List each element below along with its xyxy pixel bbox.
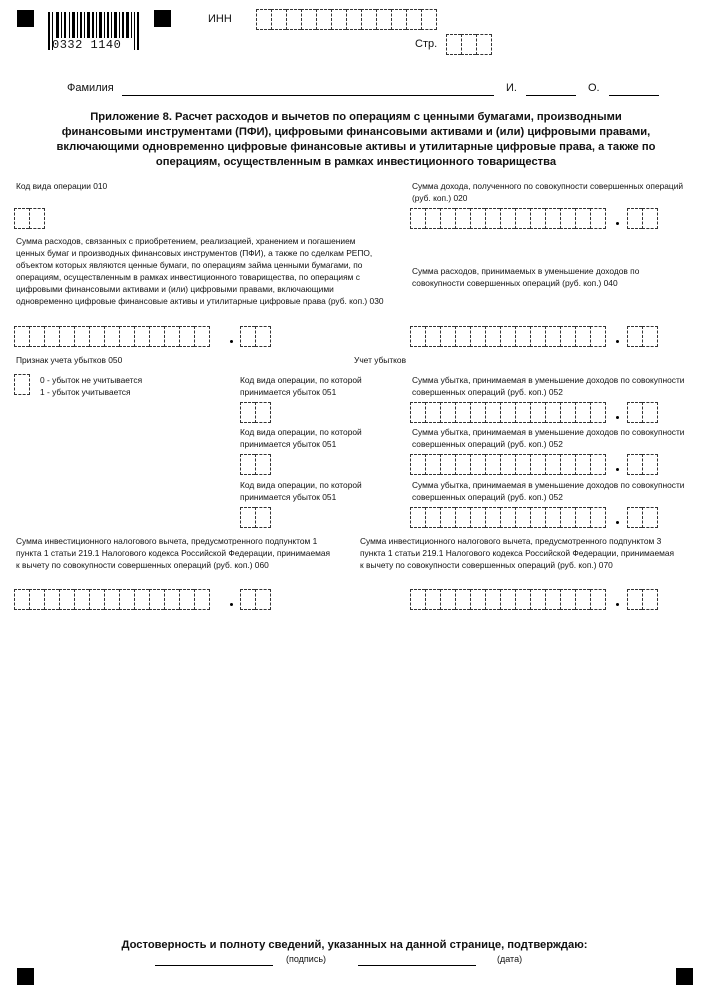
decimal-dot	[616, 416, 619, 419]
date-label: (дата)	[497, 954, 523, 964]
page-number-field[interactable]	[446, 34, 492, 55]
decimal-dot	[230, 340, 233, 343]
initial-patronymic-label: О.	[588, 82, 600, 94]
deduction-kop-060[interactable]	[240, 589, 271, 610]
signature-field[interactable]	[155, 965, 273, 966]
option-050-0: 0 - убыток не учитывается	[40, 375, 143, 385]
inn-field[interactable]	[256, 9, 437, 30]
label-051: Код вида операции, по которой принимается убыток 051	[240, 427, 362, 449]
decimal-dot	[230, 603, 233, 606]
corner-marker	[17, 968, 34, 985]
loss-rub-052[interactable]	[410, 402, 606, 423]
date-field[interactable]	[358, 965, 476, 966]
loss-rub-052[interactable]	[410, 454, 606, 475]
label-040: Сумма расходов, принимаемых в уменьшение доходов по совокупности совершенных операций (руб. коп.) 040	[412, 266, 640, 288]
page-title: Приложение 8. Расчет расходов и вычетов по операциям с ценными бумагами, производными финансовыми инструментами (ПФИ), цифровыми финансовыми активами и (или) цифровыми правами, включающими одновременно цифровые финансовые активы и утилитарные цифровые права, а также по операциям, осуществленным в рамках инвестиционного товарищества	[56, 111, 656, 168]
loss-kop-052[interactable]	[627, 402, 658, 423]
label-020: Сумма дохода, полученного по совокупности совершенных операций (руб. коп.) 020	[412, 181, 684, 203]
confirmation-text: Достоверность и полноту сведений, указанных на данной странице, подтверждаю:	[121, 939, 588, 951]
label-051: Код вида операции, по которой принимается убыток 051	[240, 480, 362, 502]
deduction-kop-070[interactable]	[627, 589, 658, 610]
label-070: Сумма инвестиционного налогового вычета, предусмотренного подпунктом 3 пункта 1 статьи 219.1 Налогового кодекса Российской Федерации, принимаемая к вычету по совокупности совершенных операций (руб. коп.) 070	[360, 536, 675, 570]
decimal-dot	[616, 468, 619, 471]
accepted-expenses-rub-040[interactable]	[410, 326, 606, 347]
label-030: Сумма расходов, связанных с приобретением, реализацией, хранением и погашением ценных бумаг и производных финансовых инструментов (ПФИ), а также по сделкам РЕПО, объектом которых являются ценные бумаги, по операциям займа ценными бумагами, по операциям, осуществленным в рамках инвестиционного товарищества, по операциям с цифровыми финансовыми активами и (или) цифровыми правами, включающими одновременно цифровые финансовые активы и утилитарные цифровые права (руб. коп.) 030	[16, 236, 384, 306]
corner-marker	[676, 968, 693, 985]
loss-kop-052[interactable]	[627, 507, 658, 528]
loss-operation-code-051[interactable]	[240, 402, 271, 423]
surname-label: Фамилия	[67, 82, 114, 94]
decimal-dot	[616, 521, 619, 524]
label-051: Код вида операции, по которой принимается убыток 051	[240, 375, 362, 397]
barcode-number: 0332 1140	[52, 38, 122, 52]
signature-label: (подпись)	[286, 954, 327, 964]
label-052: Сумма убытка, принимаемая в уменьшение доходов по совокупности совершенных операций (руб. коп.) 052	[412, 480, 685, 502]
loss-section-label: Учет убытков	[354, 355, 407, 365]
operation-code-010[interactable]	[14, 208, 45, 229]
decimal-dot	[616, 603, 619, 606]
corner-marker	[154, 10, 171, 27]
corner-marker	[17, 10, 34, 27]
inn-label: ИНН	[208, 13, 232, 25]
label-060: Сумма инвестиционного налогового вычета, предусмотренного подпунктом 1 пункта 1 статьи 219.1 Налогового кодекса Российской Федерации, принимаемая к вычету по совокупности совершенных операций (руб. коп.) 060	[16, 536, 331, 570]
loss-operation-code-051[interactable]	[240, 507, 271, 528]
initial-first-field[interactable]	[526, 95, 576, 96]
option-050-1: 1 - убыток учитывается	[40, 387, 131, 397]
loss-operation-code-051[interactable]	[240, 454, 271, 475]
accepted-expenses-kop-040[interactable]	[627, 326, 658, 347]
expenses-rub-030[interactable]	[14, 326, 210, 347]
label-052: Сумма убытка, принимаемая в уменьшение доходов по совокупности совершенных операций (руб. коп.) 052	[412, 427, 685, 449]
initial-patronymic-field[interactable]	[609, 95, 659, 96]
page-label: Стр.	[415, 38, 438, 50]
expenses-kop-030[interactable]	[240, 326, 271, 347]
initial-first-label: И.	[506, 82, 517, 94]
loss-rub-052[interactable]	[410, 507, 606, 528]
income-rub-020[interactable]	[410, 208, 606, 229]
deduction-rub-070[interactable]	[410, 589, 606, 610]
decimal-dot	[616, 340, 619, 343]
deduction-rub-060[interactable]	[14, 589, 210, 610]
label-050: Признак учета убытков 050	[16, 355, 123, 365]
surname-field[interactable]	[122, 95, 494, 96]
loss-flag-050[interactable]	[14, 374, 30, 395]
loss-kop-052[interactable]	[627, 454, 658, 475]
decimal-dot	[616, 222, 619, 225]
income-kop-020[interactable]	[627, 208, 658, 229]
label-052: Сумма убытка, принимаемая в уменьшение доходов по совокупности совершенных операций (руб. коп.) 052	[412, 375, 685, 397]
label-010: Код вида операции 010	[16, 181, 108, 191]
